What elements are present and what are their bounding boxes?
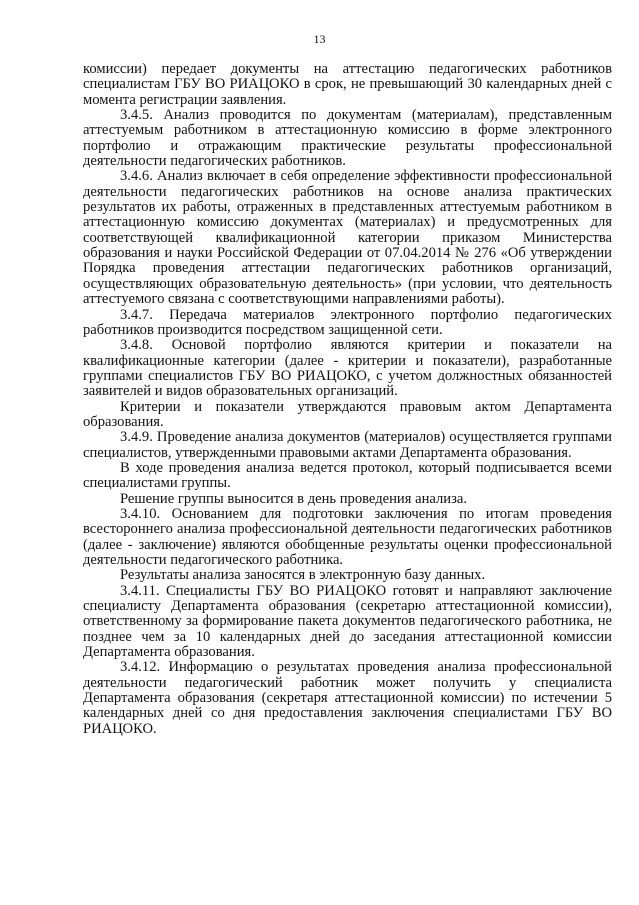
- paragraph-3-4-10: 3.4.10. Основанием для подготовки заключения по итогам проведения всестороннего анализа профессиональной деятельности педагогических работников (далее - заключение) являются обобщенные результаты оценки профессиональной деятельности педагогического работника.: [83, 505, 612, 568]
- paragraph-3-4-6: 3.4.6. Анализ включает в себя определение эффективности профессиональной деятельности педагогических работников на основе анализа практических результатов их работы, отраженных в представленных аттестуемым работником в аттестационную комиссию документах (материалах) и предусмотренных для соответствующей квалификационной категории приказом Министерства образования и науки Российской Федерации от 07.04.2014 № 276 «Об утверждении Порядка проведения аттестации педагогических работников организаций, осуществляющих образовательную деятельность» (при условии, что деятельность аттестуемого связана с соответствующими направлениями работы).: [83, 168, 612, 308]
- paragraph-criteria-approval: Критерии и показатели утверждаются правовым актом Департамента образования.: [83, 398, 612, 430]
- paragraph-3-4-9: 3.4.9. Проведение анализа документов (материалов) осуществляется группами специалистов, утвержденными правовыми актами Департамента образования.: [83, 429, 612, 461]
- paragraph-3-4-12: 3.4.12. Информацию о результатах проведения анализа профессиональной деятельности педагогический работник может получить у специалиста Департамента образования (секретаря аттестационной комиссии) по истечении 5 календарных дней со дня предоставления заключения специалистами ГБУ ВО РИАЦОКО.: [83, 659, 612, 737]
- paragraph-continuation: комиссии) передает документы на аттестацию педагогических работников специалистам ГБУ ВО РИАЦОКО в срок, не превышающий 30 календарных дней с момента регистрации заявления.: [83, 61, 612, 108]
- paragraph-3-4-5: 3.4.5. Анализ проводится по документам (материалам), представленным аттестуемым работником в аттестационную комиссию в форме электронного портфолио и отражающим практические результаты профессиональной деятельности педагогических работников.: [83, 107, 612, 170]
- paragraph-protocol: В ходе проведения анализа ведется протокол, который подписывается всеми специалистами группы.: [83, 459, 612, 492]
- paragraph-group-decision: Решение группы выносится в день проведения анализа.: [120, 490, 467, 507]
- paragraph-3-4-7: 3.4.7. Передача материалов электронного портфолио педагогических работников производится посредством защищенной сети.: [83, 306, 612, 338]
- page-number: 13: [313, 32, 326, 46]
- paragraph-3-4-8: 3.4.8. Основой портфолио являются критерии и показатели на квалификационные категории (далее - критерии и показатели), разработанные группами специалистов ГБУ ВО РИАЦОКО, с учетом должностных обязанностей заявителей и видов образовательных организаций.: [83, 337, 612, 400]
- paragraph-results-database: Результаты анализа заносятся в электронную базу данных.: [120, 567, 486, 584]
- paragraph-3-4-11: 3.4.11. Специалисты ГБУ ВО РИАЦОКО готовят и направляют заключение специалисту Департамента образования (секретарю аттестационной комиссии), ответственному за формирование пакета документов педагогического работника, не позднее чем за 10 календарных дней до заседания аттестационной комиссии Департамента образования.: [83, 582, 612, 661]
- document-body: [83, 62, 612, 737]
